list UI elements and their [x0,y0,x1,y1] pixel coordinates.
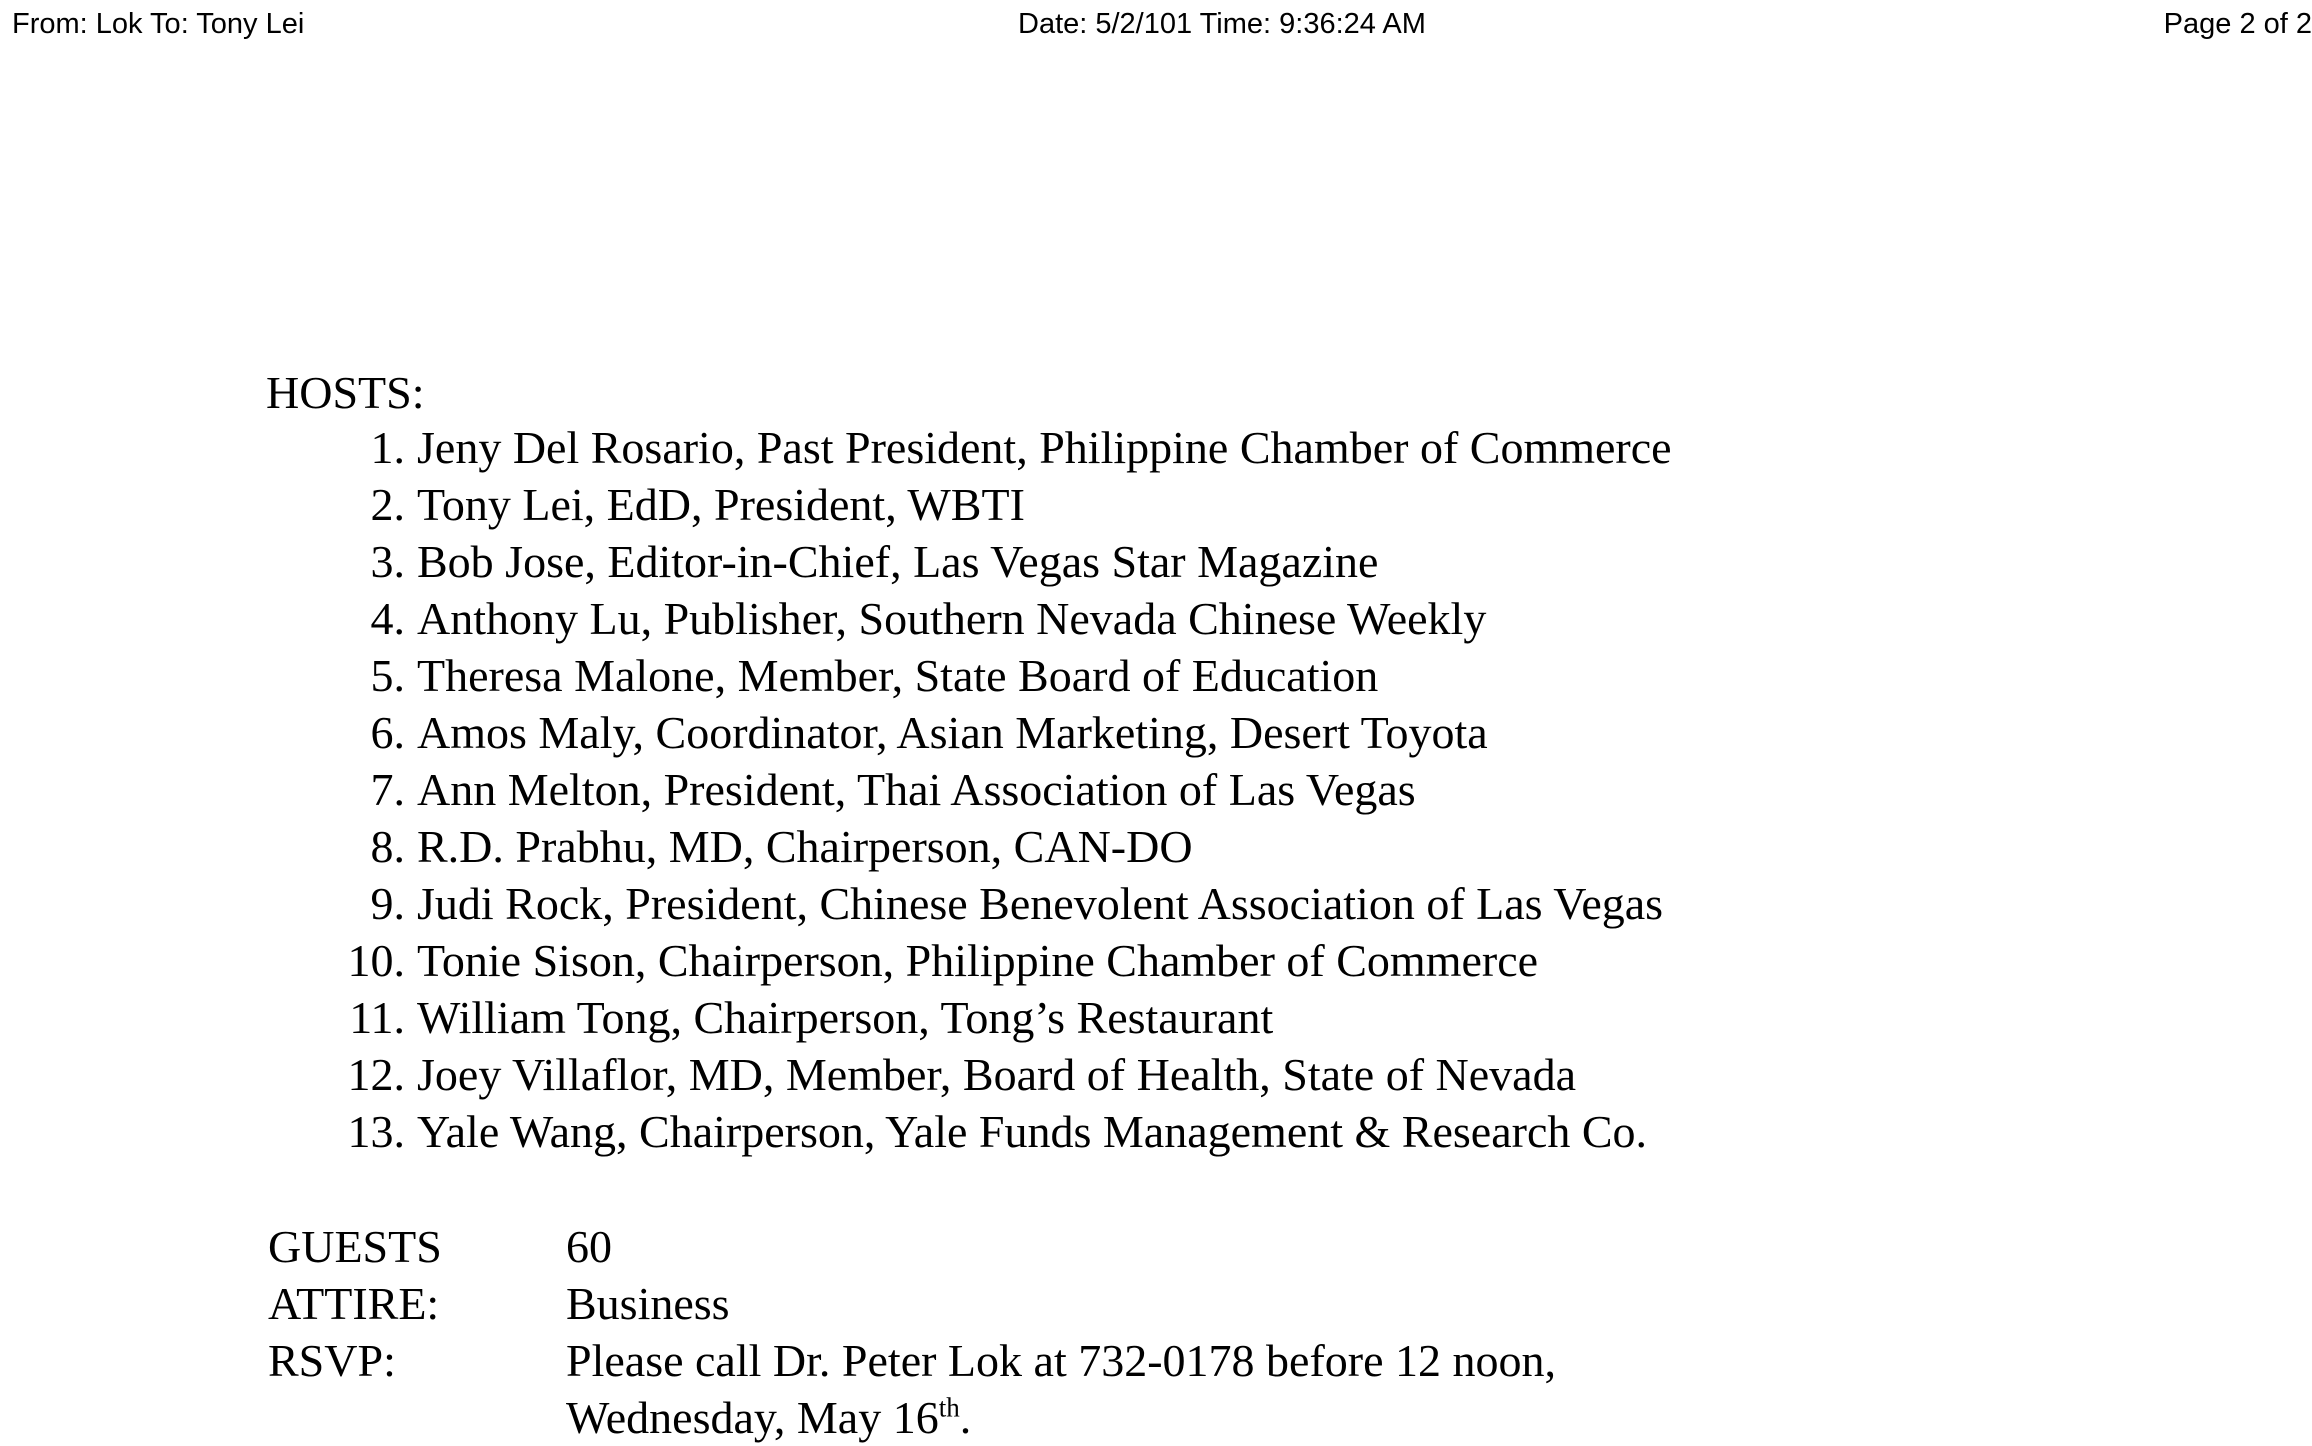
hosts-heading: HOSTS: [266,367,425,418]
list-number: 11. [349,992,405,1043]
fax-page-number: Page 2 of 2 [2163,8,2312,40]
list-number: 1. [370,422,405,473]
list-number: 6. [370,707,405,758]
rsvp-instructions: Please call Dr. Peter Lok at 732-0178 before 12 noon, [566,1335,1557,1386]
ordinal-suffix: th [938,1392,960,1423]
host-entry: Jeny Del Rosario, Past President, Philippine Chamber of Commerce [417,422,1672,473]
host-entry: William Tong, Chairperson, Tong’s Restaurant [417,992,1274,1043]
host-entry: Tonie Sison, Chairperson, Philippine Chamber of Commerce [417,935,1539,986]
list-number: 4. [370,593,405,644]
host-entry: Tony Lei, EdD, President, WBTI [417,479,1025,530]
event-details [268,1218,2168,1446]
list-number: 13. [347,1106,405,1157]
list-number: 12. [347,1049,405,1100]
host-entry: Judi Rock, President, Chinese Benevolent Association of Las Vegas [417,878,1664,929]
rsvp-deadline-date: Wednesday, May 16 [566,1392,939,1443]
rsvp-row [268,1332,2168,1446]
rsvp-value [566,1332,1556,1446]
host-entry: Amos Maly, Coordinator, Asian Marketing, Desert Toyota [417,707,1488,758]
host-entry: Theresa Malone, Member, State Board of Education [417,650,1379,701]
attire-row [268,1275,2168,1332]
guests-value: 60 [566,1221,612,1272]
list-number: 8. [370,821,405,872]
rsvp-label: RSVP: [268,1335,396,1386]
host-entry: R.D. Prabhu, MD, Chairperson, CAN-DO [417,821,1193,872]
host-entry: Yale Wang, Chairperson, Yale Funds Management & Research Co. [417,1106,1648,1157]
attire-label: ATTIRE: [268,1278,440,1329]
host-entry: Bob Jose, Editor-in-Chief, Las Vegas Star Magazine [417,536,1379,587]
guests-row [268,1218,2168,1275]
fax-date-time: Date: 5/2/101 Time: 9:36:24 AM [1018,8,1426,40]
host-entry: Joey Villaflor, MD, Member, Board of Health, State of Nevada [417,1049,1577,1100]
rsvp-deadline [566,1389,1556,1446]
list-number: 10. [347,935,405,986]
list-number: 5. [370,650,405,701]
host-entry: Anthony Lu, Publisher, Southern Nevada Chinese Weekly [417,593,1487,644]
list-number: 3. [370,536,405,587]
rsvp-deadline-period: . [959,1392,972,1443]
attire-value: Business [566,1278,730,1329]
list-number: 7. [370,764,405,815]
fax-from-to: From: Lok To: Tony Lei [12,8,305,40]
host-entry: Ann Melton, President, Thai Association of Las Vegas [417,764,1416,815]
list-number: 2. [370,479,405,530]
guests-label: GUESTS [268,1221,442,1272]
list-number: 9. [370,878,405,929]
